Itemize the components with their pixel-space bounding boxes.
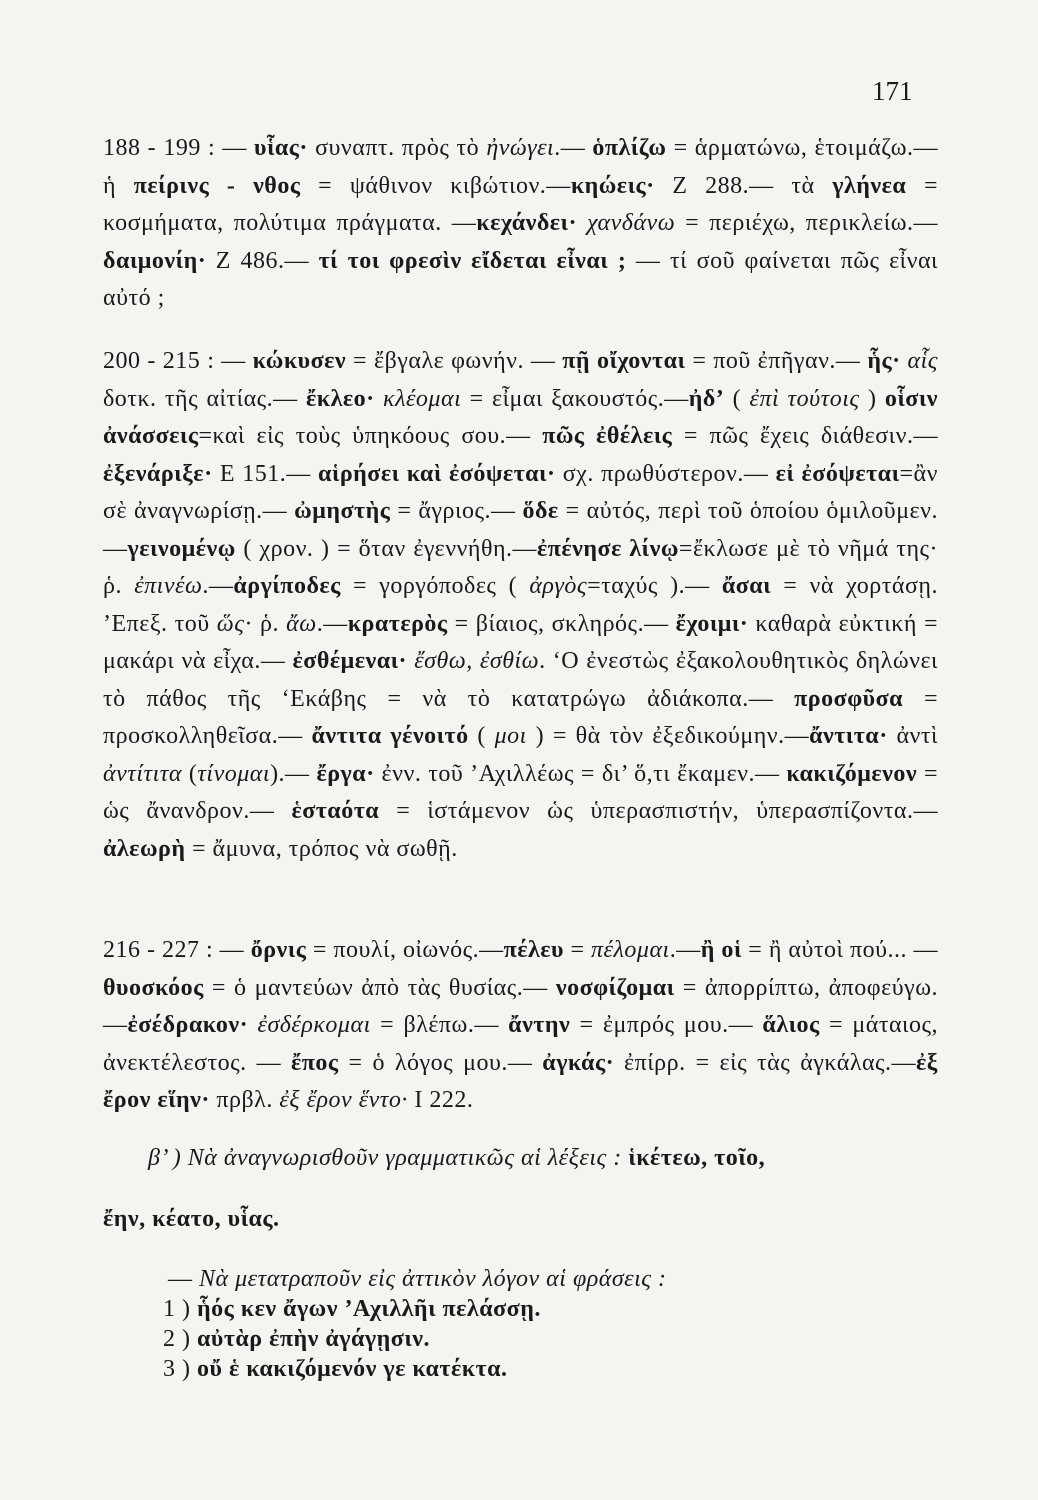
question-conversion: — Νὰ μετατραποῦν εἰς ἀττικὸν λόγον αἱ φράσεις : xyxy=(168,1266,667,1292)
page-number: 171 xyxy=(872,76,913,106)
exercise-phrase-1: 1 ) ἧός κεν ἄγων ’Αχιλλῆι πελάσσῃ. xyxy=(163,1296,541,1322)
exercise-phrase-2: 2 ) αὐτὰρ ἐπὴν ἀγάγῃσιν. xyxy=(163,1326,430,1352)
question-recognition: β’ ) Νὰ ἀναγνωρισθοῦν γραμματικῶς αἱ λέξεις : ἱκέτεω, τοῖο, xyxy=(148,1145,766,1171)
commentary-block-216-227: 216 - 227 : — ὄρνις = πουλί, οἰωνός.—πέλευ = πέλομαι.—ἢ οἱ = ἢ αὐτοὶ πού... — θυοσκόος = ὁ μαντεύων ἀπὸ τὰς θυσίας.— νοσφίζομαι = ἀπορρίπτω, ἀποφεύγω.—ἐσέδρακον· ἐσδέρκομαι = βλέπω.— ἄντην = ἐμπρός μου.— ἅλιος = μάταιος, ἀνεκτέλεστος. — ἔπος = ὁ λόγος μου.— ἀγκάς· ἐπίρρ. = εἰς τὰς ἀγκάλας.—ἐξ ἔρον εἵην· πρβλ. ἐξ ἔρον ἕντο· Ι 222. xyxy=(103,937,939,1113)
exercise-phrase-3: 3 ) οὔ ἑ κακιζόμενόν γε κατέκτα. xyxy=(163,1356,508,1382)
commentary-block-200-215: 200 - 215 : — κώκυσεν = ἔβγαλε φωνήν. — πῇ οἴχονται = ποῦ ἐπῆγαν.— ἧς· αἷς δοτκ. τῆς αἰτίας.— ἔκλεο· κλέομαι = εἶμαι ξακουστός.—ἠδ’ ( ἐπὶ τούτοις ) οἷσιν ἀνάσσεις=καὶ εἰς τοὺς ὑπηκόους σου.— πῶς ἐθέλεις = πῶς ἔχεις διάθεσιν.— ἐξενάριξε· Ε 151.— αἱρήσει καὶ ἐσόψεται· σχ. πρωθύστερον.— εἰ ἐσόψεται=ἂν σὲ ἀναγνωρίσῃ.— ὠμηστὴς = ἄγριος.— ὅδε = αὐτός, περὶ τοῦ ὁποίου ὁμιλοῦμεν.—γεινομένῳ ( χρον. ) = ὅταν ἐγεννήθη.—ἐπένησε λίνῳ=ἔκλωσε μὲ τὸ νῆμά της· ῥ. ἐπινέω.—ἀργίποδες = γοργόποδες ( ἀργὸς=ταχύς ).— ἄσαι = νὰ χορτάσῃ. ’Επεξ. τοῦ ὥς· ῥ. ἄω.—κρατερὸς = βίαιος, σκληρός.— ἔχοιμι· καθαρὰ εὐκτική = μακάρι νὰ εἶχα.— ἐσθέμεναι· ἔσθω, ἐσθίω. ‘Ο ἐνεστὼς ἐξακολουθητικὸς δηλώνει τὸ πάθος τῆς ‘Εκάβης = νὰ τὸ κατατρώγω ἀδιάκοπα.— προσφῦσα = προσκολληθεῖσα.— ἄντιτα γένοιτό ( μοι ) = θὰ τὸν ἐξεδικούμην.—ἄντιτα· ἀντὶ ἀντίτιτα (τίνομαι).— ἔργα· ἐνν. τοῦ ’Αχιλλέως = δι’ ὅ,τι ἔκαμεν.— κακιζόμενον = ὡς ἄνανδρον.— ἑσταότα = ἱστάμενον ὡς ὑπερασπιστήν, ὑπερασπίζοντα.— ἀλεωρὴ = ἄμυνα, τρόπος νὰ σωθῇ. xyxy=(103,348,939,862)
commentary-block-188-199: 188 - 199 : — υἷας· συναπτ. πρὸς τὸ ἠνώγει.— ὁπλίζω = ἁρματώνω, ἑτοιμάζω.— ἡ πείρινς - νθος = ψάθινον κιβώτιον.—κηώεις· Ζ 288.— τὰ γλήνεα = κοσμήματα, πολύτιμα πράγματα. —κεχάνδει· χανδάνω = περιέχω, περικλείω.— δαιμονίη· Ζ 486.— τί τοι φρεσὶν εἴδεται εἶναι ; — τί σοῦ φαίνεται πῶς εἶναι αὐτό ; xyxy=(103,135,939,311)
question-recognition-words: ἔην, κέατο, υἷας. xyxy=(103,1206,280,1232)
